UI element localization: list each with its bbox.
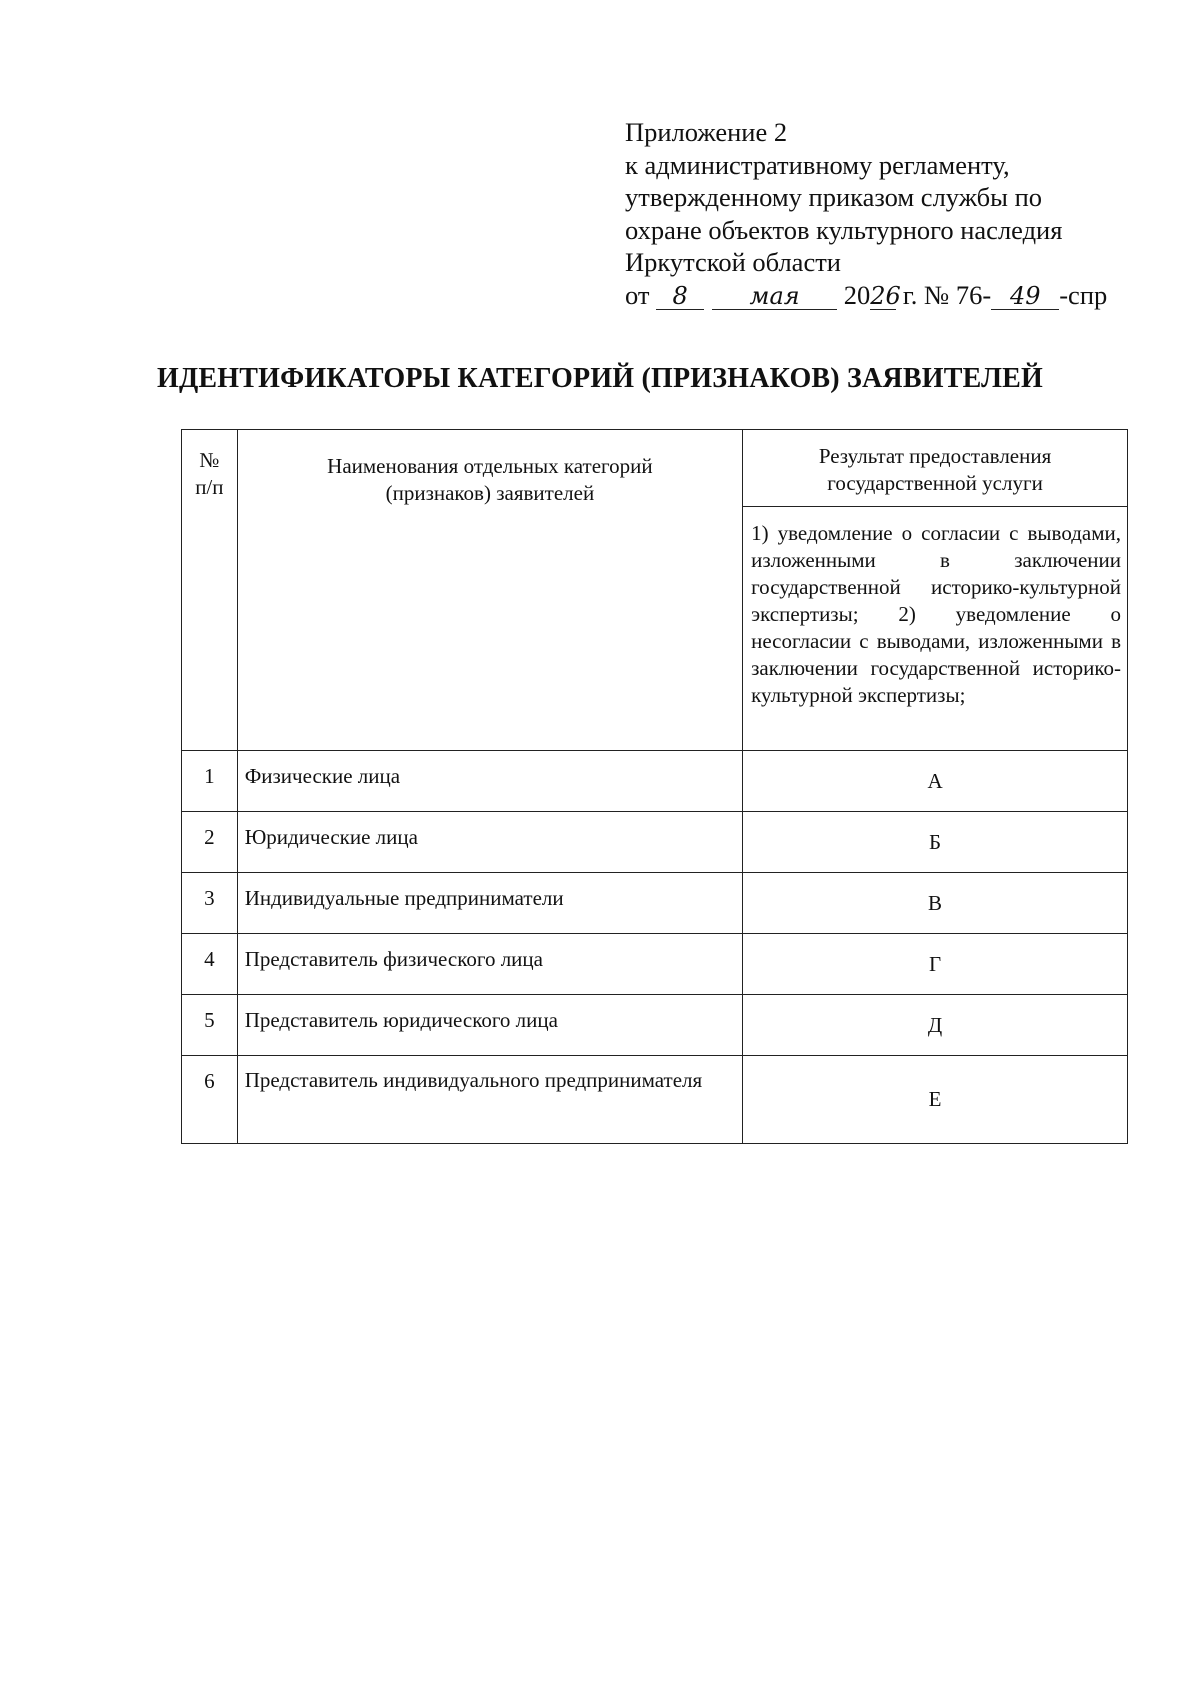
row-category: Представитель индивидуального предпринимателя: [237, 1056, 742, 1144]
row-identifier: Д: [743, 995, 1128, 1056]
table-row: [182, 751, 1128, 812]
row-category: Физические лица: [237, 751, 742, 812]
table-row: [182, 873, 1128, 934]
number-handwritten: 49: [991, 283, 1059, 310]
header-category-name: [237, 430, 742, 751]
row-category: Индивидуальные предприниматели: [237, 873, 742, 934]
header-result: [743, 430, 1128, 507]
header-result-line: государственной услуги: [827, 471, 1043, 495]
row-identifier: Б: [743, 812, 1128, 873]
header-number: [182, 430, 238, 751]
appendix-line: утвержденному приказом службы по: [625, 182, 1042, 212]
table-header-row: [182, 430, 1128, 507]
document-title: ИДЕНТИФИКАТОРЫ КАТЕГОРИЙ (ПРИЗНАКОВ) ЗАЯВИТЕЛЕЙ: [156, 363, 1044, 394]
row-identifier: В: [743, 873, 1128, 934]
row-identifier: Г: [743, 934, 1128, 995]
appendix-line: охране объектов культурного наследия: [625, 214, 1063, 245]
table-row: [182, 812, 1128, 873]
row-identifier: А: [743, 751, 1128, 812]
header-name-line: (признаков) заявителей: [385, 481, 595, 505]
table-row: [182, 934, 1128, 995]
row-category: Юридические лица: [237, 812, 742, 873]
table-row: [182, 1056, 1128, 1144]
year-g: г.: [902, 279, 918, 310]
row-number: 3: [182, 873, 238, 934]
header-result-line: Результат предоставления: [818, 444, 1052, 468]
row-number: 6: [182, 1056, 238, 1144]
row-number: 2: [182, 812, 238, 873]
number-suffix: -спр: [1059, 279, 1108, 310]
header-number-sign: №: [199, 448, 220, 472]
appendix-line: Приложение 2: [625, 117, 788, 147]
appendix-line: Иркутской области: [625, 247, 841, 277]
row-number: 1: [182, 751, 238, 812]
appendix-line: к административному регламенту,: [625, 149, 1010, 180]
month-handwritten: мая: [712, 283, 837, 310]
header-result-description: 1) уведомление о согласии с выводами, изложенными в заключении государственной историко-культурной экспертизы; 2) уведомление о несогласии с выводами, изложенными в заключении государственной историко-культурной экспертизы;: [743, 507, 1128, 751]
row-number: 5: [182, 995, 238, 1056]
day-handwritten: 8: [656, 283, 704, 310]
row-category: Представитель юридического лица: [237, 995, 742, 1056]
order-date-line: [625, 279, 1145, 312]
categories-table: [181, 429, 1128, 1144]
appendix-block: [625, 116, 1145, 311]
row-identifier: Е: [743, 1056, 1128, 1144]
number-prefix: № 76-: [924, 279, 992, 310]
year-prefix: 20: [843, 279, 871, 310]
table-row: [182, 995, 1128, 1056]
date-prefix: от: [625, 279, 650, 310]
header-number-label: п/п: [195, 475, 224, 499]
header-name-line: Наименования отдельных категорий: [327, 454, 653, 478]
year-handwritten: 26: [870, 281, 901, 310]
row-number: 4: [182, 934, 238, 995]
row-category: Представитель физического лица: [237, 934, 742, 995]
